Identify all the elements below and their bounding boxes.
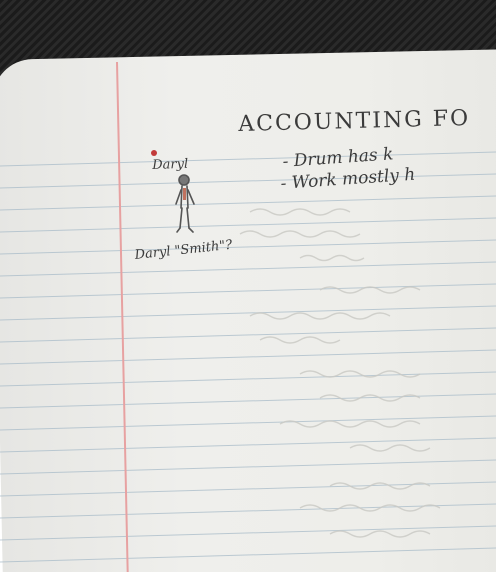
stick-figure-drawing — [168, 170, 212, 246]
bottom-edge — [0, 572, 496, 576]
red-ink-dot — [151, 150, 157, 156]
figure-label-top: Daryl — [152, 156, 189, 173]
figure-label-bottom: Daryl "Smith"? — [134, 237, 233, 263]
note-line: - Work mostly h — [280, 164, 416, 194]
page-title: ACCOUNTING FO — [238, 105, 471, 137]
note-line: - Drum has k — [282, 144, 395, 172]
